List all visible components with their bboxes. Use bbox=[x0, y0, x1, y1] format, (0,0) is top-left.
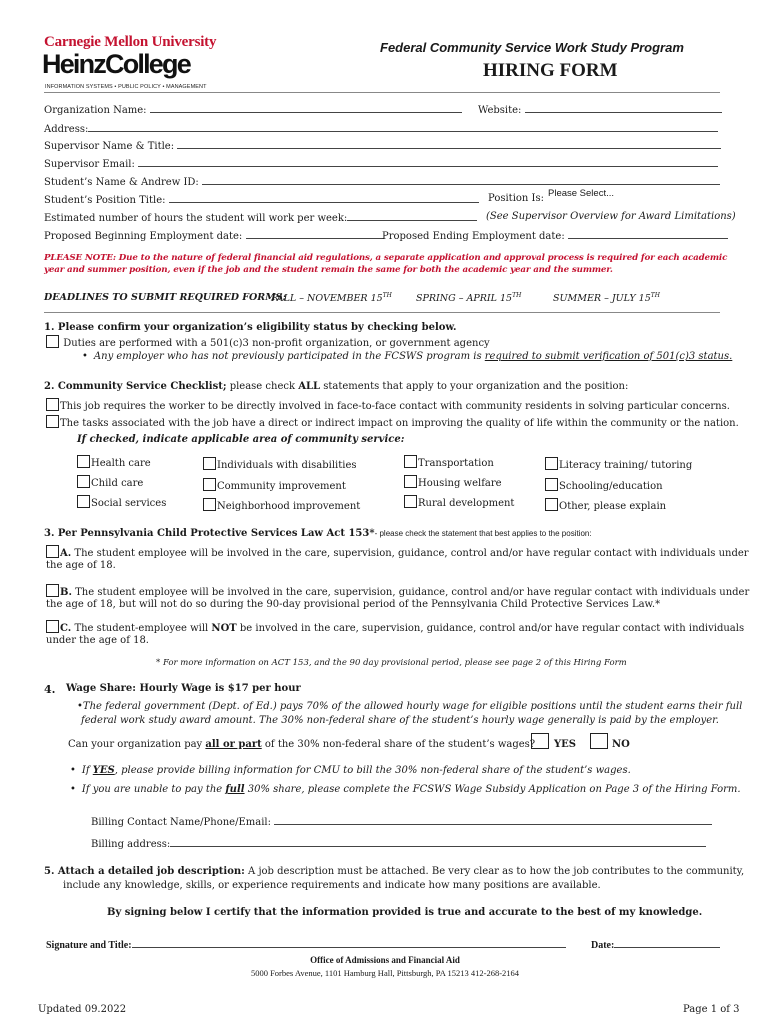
section2-subheading: If checked, indicate applicable area of community service: bbox=[77, 434, 405, 445]
section1-bullet: • Any employer who has not previously participated in the FCSWS program is required to submit verification of 501(c)3 status. bbox=[82, 351, 733, 362]
area-checkbox[interactable] bbox=[545, 498, 558, 511]
student-name-field[interactable]: Student’s Name & Andrew ID: bbox=[44, 175, 720, 188]
area-checkbox[interactable] bbox=[77, 455, 90, 468]
website-field[interactable]: Website: bbox=[478, 103, 722, 116]
section4-federal-1: •The federal government (Dept. of Ed.) pays 70% of the allowed hourly wage for eligible positions until the student earns their full bbox=[77, 701, 743, 712]
section1-heading: 1. Please confirm your organization’s eligibility status by checking below. bbox=[44, 322, 457, 333]
area-rural: Rural development bbox=[404, 495, 514, 509]
area-checkbox[interactable] bbox=[545, 457, 558, 470]
position-title-field[interactable]: Student’s Position Title: bbox=[44, 193, 479, 206]
section4-number: 4. bbox=[44, 683, 56, 696]
section2-option-2: The tasks associated with the job have a direct or indirect impact on improving the quality of life within the community or the nation. bbox=[46, 415, 739, 429]
signature-field[interactable]: Signature and Title: bbox=[46, 938, 566, 951]
section2-heading: 2. Community Service Checklist; please check ALL statements that apply to your organization and the position: bbox=[44, 381, 629, 392]
area-checkbox[interactable] bbox=[203, 498, 216, 511]
certify-statement: By signing below I certify that the information provided is true and accurate to the best of my knowledge. bbox=[107, 907, 703, 918]
program-title: Federal Community Service Work Study Program bbox=[380, 40, 684, 55]
position-is-label: Position Is: bbox=[488, 193, 544, 204]
section3-option-c: C. The student-employee will NOT be involved in the care, supervision, guidance, control and/or have regular contact with individuals bbox=[46, 620, 744, 634]
area-checkbox[interactable] bbox=[77, 495, 90, 508]
deadline-spring: SPRING – APRIL 15TH bbox=[416, 292, 522, 305]
area-checkbox[interactable] bbox=[203, 457, 216, 470]
billing-address-field[interactable]: Billing address: bbox=[91, 837, 706, 850]
address-field[interactable]: Address: bbox=[44, 122, 718, 135]
deadline-summer: SUMMER – JULY 15TH bbox=[553, 292, 660, 305]
act153-footnote: * For more information on ACT 153, and the 90 day provisional period, please see page 2 of this Hiring Form bbox=[156, 658, 627, 668]
no-label: NO bbox=[612, 739, 630, 750]
office-name: Office of Admissions and Financial Aid bbox=[310, 955, 460, 965]
section4-federal-2: federal work study award amount. The 30% non-federal share of the student’s hourly wage generally is paid by the employer. bbox=[81, 715, 719, 726]
page-number: Page 1 of 3 bbox=[683, 1004, 740, 1015]
area-transportation: Transportation bbox=[404, 455, 494, 469]
supervisor-email-field[interactable]: Supervisor Email: bbox=[44, 157, 718, 170]
area-other: Other, please explain bbox=[545, 498, 666, 512]
section3-option-a-cont: the age of 18. bbox=[46, 560, 116, 571]
position-select-dropdown[interactable]: Please Select... bbox=[548, 188, 615, 199]
form-title: HIRING FORM bbox=[483, 60, 618, 81]
wage-share-question: Can your organization pay all or part of the 30% non-federal share of the student’s wages? bbox=[68, 739, 536, 750]
billing-contact-field[interactable]: Billing Contact Name/Phone/Email: bbox=[91, 815, 712, 828]
hours-field[interactable]: Estimated number of hours the student will work per week: bbox=[44, 211, 477, 224]
yes-checkbox[interactable] bbox=[531, 733, 549, 749]
quality-of-life-checkbox[interactable] bbox=[46, 415, 59, 428]
no-checkbox[interactable] bbox=[590, 733, 608, 749]
area-literacy: Literacy training/ tutoring bbox=[545, 457, 692, 471]
face-to-face-checkbox[interactable] bbox=[46, 398, 59, 411]
section1-option: Duties are performed with a 501(c)3 non-profit organization, or government agency bbox=[46, 335, 490, 349]
area-child-care: Child care bbox=[77, 475, 143, 489]
area-social-services: Social services bbox=[77, 495, 166, 509]
area-checkbox[interactable] bbox=[545, 478, 558, 491]
hours-note: (See Supervisor Overview for Award Limitations) bbox=[486, 211, 736, 222]
area-checkbox[interactable] bbox=[404, 455, 417, 468]
area-housing: Housing welfare bbox=[404, 475, 502, 489]
area-community-improvement: Community improvement bbox=[203, 478, 346, 492]
supervisor-name-field[interactable]: Supervisor Name & Title: bbox=[44, 139, 721, 152]
section3-option-b: B. The student employee will be involved in the care, supervision, guidance, control and/or have regular contact with individuals under bbox=[46, 584, 749, 598]
if-unable-note: • If you are unable to pay the full 30% share, please complete the FCSWS Wage Subsidy Application on Page 3 of the Hiring Form. bbox=[70, 784, 741, 795]
area-checkbox[interactable] bbox=[77, 475, 90, 488]
note-line-2: year and summer position, even if the job and the student remain the same for both the academic year and the summer. bbox=[44, 265, 613, 275]
office-address: 5000 Forbes Avenue, 1101 Hamburg Hall, Pittsburgh, PA 15213 412-268-2164 bbox=[250, 968, 520, 978]
section2-option-1: This job requires the worker to be directly involved in face-to-face contact with community residents in solving particular concerns. bbox=[46, 398, 730, 412]
begin-date-field[interactable]: Proposed Beginning Employment date: bbox=[44, 229, 384, 242]
area-neighborhood: Neighborhood improvement bbox=[203, 498, 360, 512]
section5-line-1: 5. Attach a detailed job description: A job description must be attached. Be very clear as to how the job contributes to the community, bbox=[44, 866, 745, 877]
deadlines-label: DEADLINES TO SUBMIT REQUIRED FORMS: bbox=[44, 292, 287, 303]
section4-heading: Wage Share: Hourly Wage is $17 per hour bbox=[66, 683, 301, 694]
act153-c-checkbox[interactable] bbox=[46, 620, 59, 633]
date-field[interactable]: Date: bbox=[591, 938, 720, 951]
area-checkbox[interactable] bbox=[203, 478, 216, 491]
if-yes-note: • If YES, please provide billing information for CMU to bill the 30% non-federal share of the student’s wages. bbox=[70, 765, 631, 776]
area-disabilities: Individuals with disabilities bbox=[203, 457, 357, 471]
nonprofit-checkbox[interactable] bbox=[46, 335, 59, 348]
section5-line-2: include any knowledge, skills, or experience requirements and indicate how many positions are available. bbox=[63, 880, 601, 891]
end-date-field[interactable]: Proposed Ending Employment date: bbox=[382, 229, 728, 242]
yes-label: YES bbox=[554, 739, 576, 750]
note-line-1: PLEASE NOTE: Due to the nature of federal financial aid regulations, a separate application and approval process is required for each academic bbox=[44, 253, 728, 263]
area-checkbox[interactable] bbox=[404, 495, 417, 508]
org-name-field[interactable]: Organization Name: bbox=[44, 103, 462, 116]
section3-heading: 3. Per Pennsylvania Child Protective Services Law Act 153*- please check the statement that best applies to the position: bbox=[44, 528, 592, 539]
act153-b-checkbox[interactable] bbox=[46, 584, 59, 597]
logo-tagline: INFORMATION SYSTEMS • PUBLIC POLICY • MANAGEMENT bbox=[45, 84, 207, 90]
university-name: Carnegie Mellon University bbox=[44, 34, 217, 50]
section3-option-b-cont: the age of 18, but will not do so during the 90-day provisional period of the Pennsylvania Child Protective Services Law.* bbox=[46, 599, 661, 610]
area-schooling: Schooling/education bbox=[545, 478, 663, 492]
section3-option-c-cont: under the age of 18. bbox=[46, 635, 149, 646]
updated-date: Updated 09.2022 bbox=[38, 1004, 127, 1015]
college-logo: HeinzCollege bbox=[42, 49, 190, 79]
act153-a-checkbox[interactable] bbox=[46, 545, 59, 558]
deadline-fall: FALL – NOVEMBER 15TH bbox=[271, 292, 392, 305]
section3-option-a: A. The student employee will be involved in the care, supervision, guidance, control and/or have regular contact with individuals under bbox=[46, 545, 749, 559]
area-checkbox[interactable] bbox=[404, 475, 417, 488]
area-health-care: Health care bbox=[77, 455, 151, 469]
